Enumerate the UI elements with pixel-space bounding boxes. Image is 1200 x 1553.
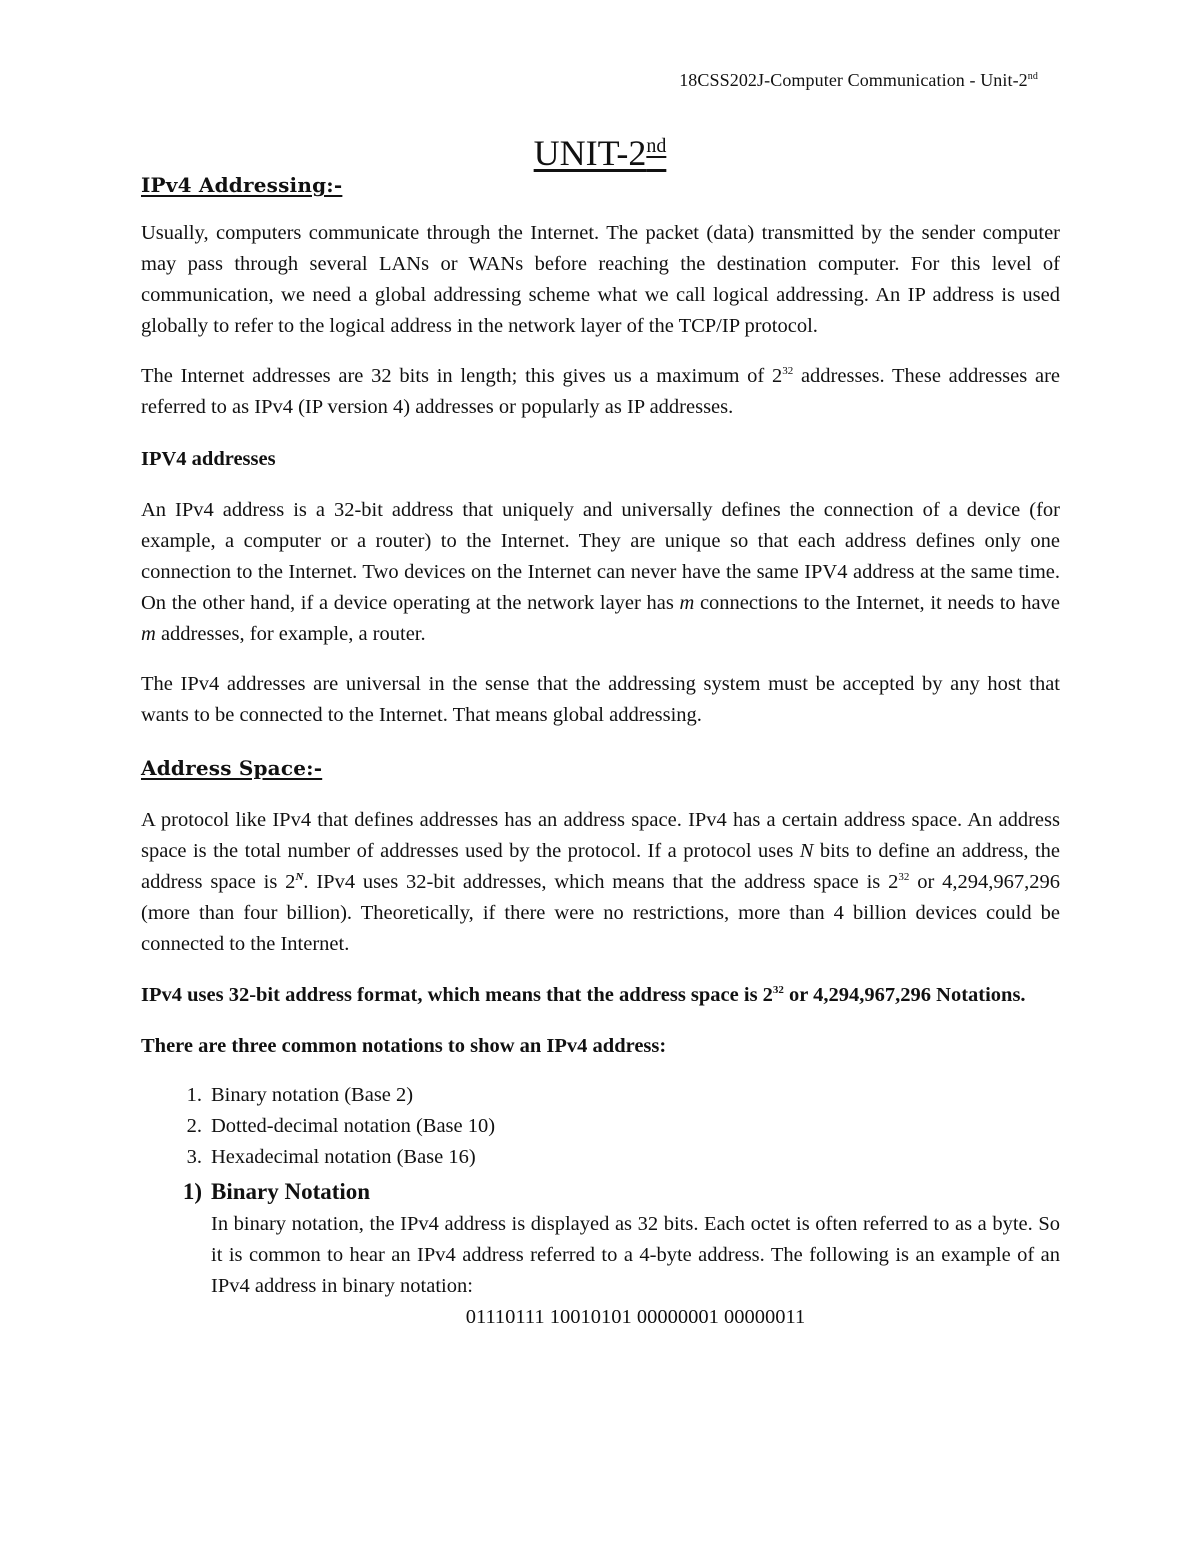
list-number: 2. (186, 1115, 202, 1137)
heading-address-space: Address Space:- (141, 756, 323, 780)
list-number: 3. (186, 1146, 202, 1168)
heading-text: Binary Notation (211, 1179, 371, 1204)
paragraph-address-space (141, 805, 1060, 960)
list-number: 1. (186, 1084, 202, 1106)
heading-three-notations: There are three common notations to show an IPv4 address: (141, 1035, 667, 1057)
notations-list (141, 1080, 1060, 1173)
italic-variable: m (679, 592, 695, 614)
superscript: 32 (772, 984, 784, 997)
paragraph-ipv4-definition (141, 495, 1060, 650)
title-main: UNIT-2 (533, 133, 647, 173)
italic-variable: m (141, 623, 156, 645)
paragraph-text: An IPv4 address is a 32-bit address that uniquely and universally defines the connection of a device (for example, a computer or a router) to the Internet. They are unique so that each address defines only one connection to the Internet. Two devices on the Internet can never have the same IPV4 address at the same time. On the other hand, if a device operating at the network layer has (141, 499, 1060, 614)
page-title (0, 124, 1200, 175)
paragraph-text: connections to the Internet, it needs to have (694, 592, 1060, 614)
paragraph-binary-notation: In binary notation, the IPv4 address is displayed as 32 bits. Each octet is often referred to as a byte. So it is common to hear an IPv4 address referred to a 4-byte address. The following is an example of an IPv4 address in binary notation: (211, 1213, 1060, 1297)
binary-address-example: 01110111 10010101 00000001 00000011 (465, 1306, 806, 1328)
list-label: Binary notation (Base 2) (211, 1084, 414, 1106)
title-sup: nd (646, 135, 667, 157)
list-item (141, 1080, 1060, 1111)
header-text: 18CSS202J-Computer Communication - Unit-2 (679, 70, 1028, 90)
list-item (141, 1142, 1060, 1173)
paragraph-ipv4-universal: The IPv4 addresses are universal in the sense that the addressing system must be accepted by any host that wants to be connected to the Internet. That means global addressing. (141, 673, 1060, 726)
bold-address-format (141, 980, 1060, 1011)
superscript: 32 (782, 365, 794, 378)
italic-variable: N (799, 840, 814, 862)
header-sup: nd (1027, 71, 1038, 82)
paragraph-text: The Internet addresses are 32 bits in length; this gives us a maximum of 2 (141, 365, 783, 387)
paragraph-text: or 4,294,967,296 (more than four billion). Theoretically, if there were no restrictions, more than 4 billion devices could be connected to the Internet. (141, 871, 1060, 955)
bold-text: IPv4 uses 32-bit address format, which means that the address space is 2 (141, 984, 773, 1006)
document-body (141, 170, 1060, 1333)
heading-ipv4-addresses: IPV4 addresses (141, 448, 276, 470)
paragraph-text: addresses. These addresses are referred to as IPv4 (IP version 4) addresses or popularly as IP addresses. (141, 365, 1060, 418)
superscript: 32 (898, 871, 910, 884)
heading-binary-notation (141, 1175, 1060, 1209)
paragraph-text: addresses, for example, a router. (155, 623, 426, 645)
list-item (141, 1111, 1060, 1142)
paragraph-ipv4-intro: Usually, computers communicate through the Internet. The packet (data) transmitted by the sender computer may pass through several LANs or WANs before reaching the destination computer. For this level of communication, we need a global addressing scheme what we call logical addressing. An IP address is used globally to refer to the logical address in the network layer of the TCP/IP protocol. (141, 222, 1060, 337)
heading-ipv4-addressing: IPv4 Addressing:- (141, 173, 343, 197)
page-header (679, 70, 1038, 91)
bold-text: or 4,294,967,296 Notations. (783, 984, 1026, 1006)
paragraph-text: bits to define an address, the address space is 2 (141, 840, 1060, 893)
paragraph-text: A protocol like IPv4 that defines addresses has an address space. IPv4 has a certain address space. An address space is the total number of addresses used by the protocol. If a protocol uses (141, 809, 1060, 862)
list-number: 1) (182, 1179, 202, 1204)
paragraph-internet-addresses (141, 361, 1060, 423)
superscript: N (295, 871, 304, 884)
paragraph-text: . IPv4 uses 32-bit addresses, which means that the address space is 2 (303, 871, 899, 893)
list-label: Hexadecimal notation (Base 16) (211, 1146, 476, 1168)
list-label: Dotted-decimal notation (Base 10) (211, 1115, 496, 1137)
